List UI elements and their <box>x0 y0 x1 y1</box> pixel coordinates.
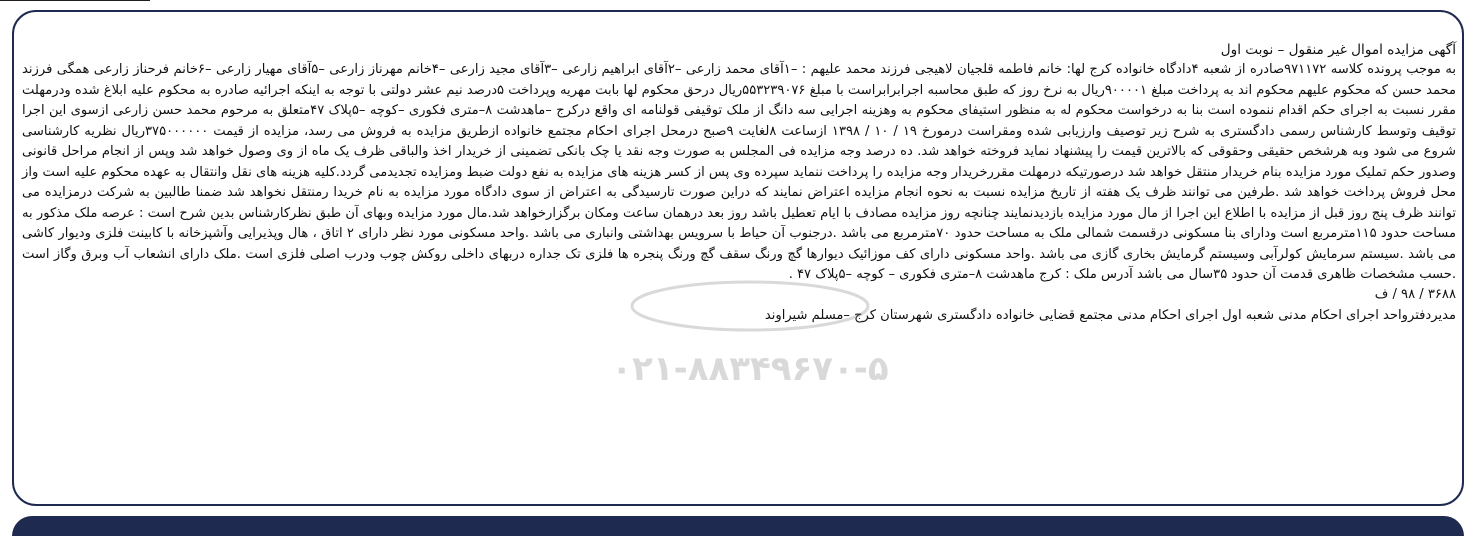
notice-body-text: به موجب پرونده کلاسه ۹۷۱۱۷۲صادره از شعبه ۴دادگاه خانواده کرج لها: خانم فاطمه قلجیان لاهیجی فرزند محمد علیهم : –۱آقای محمد زارعی –۲آقای ابراهیم زارعی –۳آقای مجید زارعی –۴خانم مهرناز زارعی –۵آقای مهیار زارعی –۶خانم فرحناز زارعی همگی فرزند محمد حسن که محکوم علیهم محکوم اند به پرداخت مبلغ ۹۰۰۰۰۱ریال به نرخ روز که طبق محاسبه اجرابرابراست با مبلغ ۵۵۳۲۳۹۰۷۶ریال درحق محکوم لها بابت مهریه وپرداخت ۵درصد نیم عشر دولتی با توجه به اینکه اجرائیه صادره به محکوم علیه ابلاغ شده ودرمهلت مقرر نسبت به اجرای حکم اقدام ننموده است بنا به درخواست محکوم له به منظور استیفای محکوم به وهزینه اجرایی سه دانگ از ملک توقیفی قولنامه ای واقع درکرج –ماهدشت ۸–متری فکوری –کوچه –۵پلاک ۴۷متعلق به مرحوم محمد حسن زارعی ازسوی این اجرا توقیف وتوسط کارشناس رسمی دادگستری به شرح زیر توصیف وارزیابی شده ومقراست درمورخ ۱۹ / ۱۰ / ۱۳۹۸ ازساعت ۸لغایت ۹صبح درمحل اجرای احکام مجتمع خانواده ازطریق مزایده به فروش می رسد، مزایده از قیمت ۳۷۵۰۰۰۰۰۰ریال نظریه کارشناسی شروع می شود وبه هرشخص حقیقی وحقوقی که بالاترین قیمت را پیشنهاد نماید فروخته خواهد شد. ده درصد وجه مزایده فی المجلس به صورت وجه نقد یا چک بانکی تضمینی از خریدار اخذ والباقی ظرف یک ماه از وی وصول خواهد شد وپس از انجام مراحل قانونی وصدور حکم تملیک مورد مزایده بنام خریدار منتقل خواهد شد درصورتیکه درمهلت مقررخریدار وجه مزایده را پرداخت ننماید سپرده وی پس از کسر هزینه های مزایده به نفع دولت ضبط ومزایده تجدیدمی گردد.کلیه هزینه های نقل وانتقال به عهده محکوم علیه است واز محل فروش پرداخت خواهد شد .طرفین می توانند ظرف یک هفته از تاریخ مزایده نسبت به نحوه انجام مزایده اعتراض نمایند که دراین صورت تارسیدگی به اعتراض از سوی دادگاه مورد مزایده به نام خریدا رمنتقل نخواهد شد ضمنا طالبین به شرکت درمزایده می توانند ظرف پنج روز قبل از مزایده با اطلاع این اجرا از مال مورد مزایده بازدیدنمایند چنانچه روز مزایده مصادف با ایام تعطیل باشد روز بعد درهمان ساعت ومکان برگزارخواهد شد.مال مورد مزایده وبهای آن طبق نظرکارشناس بدین شرح است : عرصه ملک مذکور به مساحت حدود ۱۱۵مترمربع است ودارای بنا مسکونی درقسمت شمالی ملک به مساحت حدود ۷۰مترمربع می باشد .درجنوب آن حیاط با سرویس بهداشتی وانباری می باشد .واحد مسکونی مورد نظر دارای ۲ اتاق ، هال وپذیرایی وآشپزخانه با کابینت فلزی ودیوار کاشی می باشد .سیستم سرمایش کولرآبی وسیستم گرمایش بخاری گازی می باشد .واحد مسکونی دارای کف موزائیک دیوارها گچ ورنگ سقف گچ ورنگ پنجره ها فلزی تک جداره دربهای داخلی روکش چوب ودرب اصلی فلزی است .ملک دارای انشعاب آب وبرق وگاز است .حسب مشخصات ظاهری قدمت آن حدود ۳۵سال می باشد آدرس ملک : کرج ماهدشت ۸–متری فکوری – کوچه –۵پلاک ۴۷ . <box>22 62 1457 282</box>
notice-reference: ۳۶۸۸ / ۹۸ / ف <box>1374 287 1456 303</box>
notice-title: آگهی مزایده اموال غیر منقول – نوبت اول <box>1220 42 1456 58</box>
watermark-phone: ۰۲۱-۸۸۳۴۹۶۷۰-۵ <box>611 349 889 389</box>
bottom-bar <box>12 516 1464 536</box>
notice-signature: مدیردفترواحد اجرای احکام مدنی شعبه اول اجرای احکام مدنی مجتمع قضایی خانواده دادگستری شهرستان کرج –مسلم شیراوند <box>764 307 1456 323</box>
top-rule <box>0 0 150 1</box>
auction-notice <box>22 40 1456 326</box>
